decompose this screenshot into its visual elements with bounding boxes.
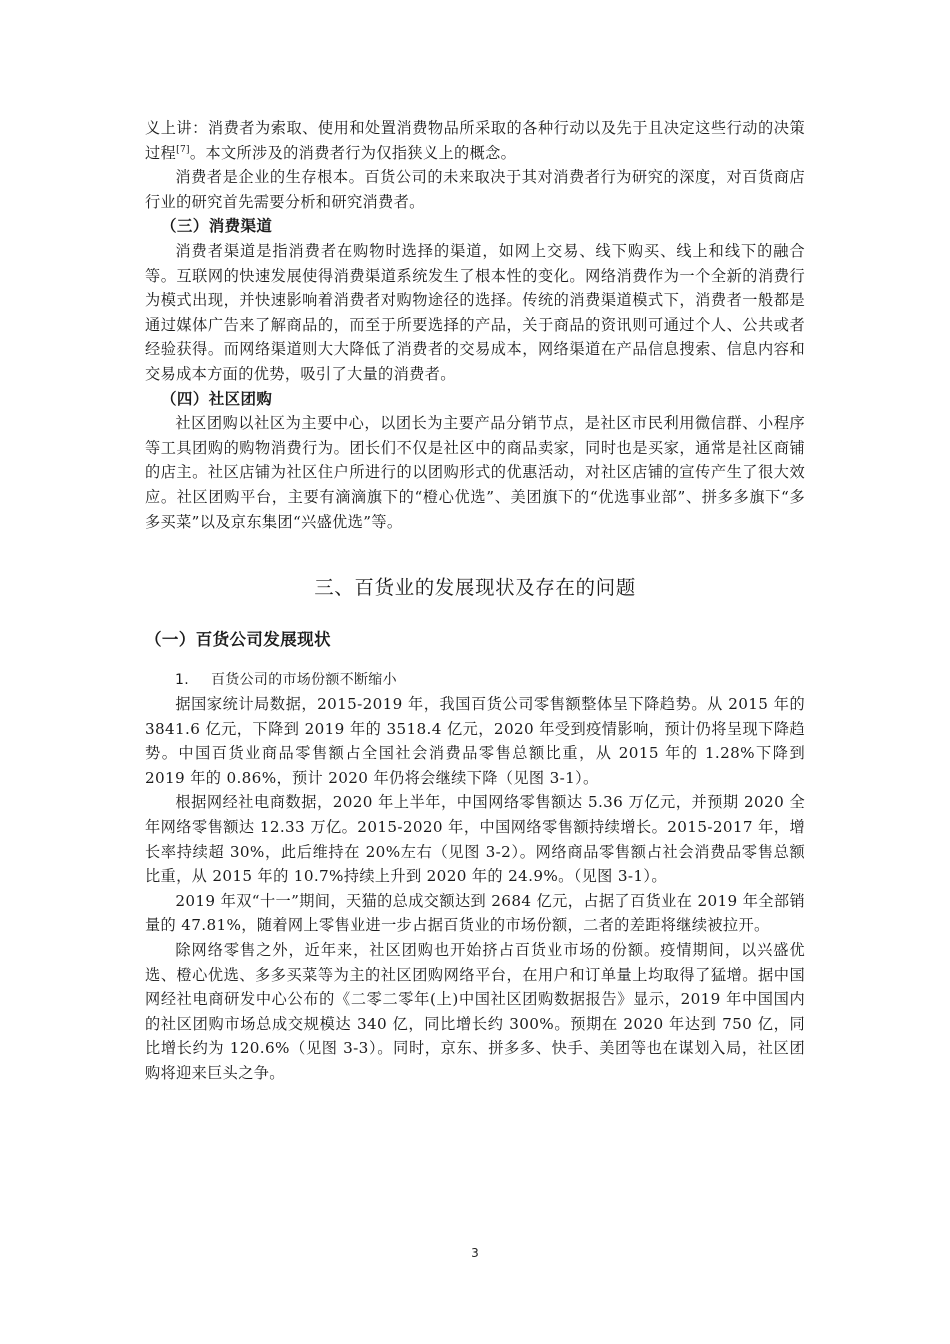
subheading-consumption-channel: （三）消费渠道	[161, 217, 273, 236]
item-title: 百货公司的市场份额不断缩小	[211, 672, 397, 689]
citation-ref[interactable]: [7]	[176, 144, 190, 155]
consumption-channel-paragraph: 消费者渠道是指消费者在购物时选择的渠道，如网上交易、线下购买、线上和线下的融合等。互联网的快速发展使得消费渠道系统发生了根本性的变化。网络消费作为一个全新的消费行为模式出现，并快速影响着消费者对购物途径的选择。传统的消费渠道模式下，消费者一般都是通过媒体广告来了解商品的，而至于所要选择的产品，关于商品的资讯则可通过个人、公共或者经验获得。而网络渠道则大大降低了消费者的交易成本，网络渠道在产品信息搜索、信息内容和交易成本方面的优势，吸引了大量的消费者。	[145, 241, 805, 383]
item-number: 1.	[175, 672, 189, 689]
section-heading-status: （一）百货公司发展现状	[145, 630, 331, 650]
intro-paragraph-2: 消费者是企业的生存根本。百货公司的未来取决于其对消费者行为研究的深度，对百货商店行业的研究首先需要分析和研究消费者。	[145, 168, 805, 211]
document-body	[145, 116, 805, 1086]
status-paragraph-4: 除网络零售之外，近年来，社区团购也开始挤占百货业市场的份额。疫情期间，以兴盛优选、橙心优选、多多买菜等为主的社区团购网络平台，在用户和订单量上均取得了猛增。据中国网经社电商研发中心公布的《二零二零年(上)中国社区团购数据报告》显示，2019 年中国国内的社区团购市场总成交规模达 340 亿，同比增长约 300%。预期在 2020 年达到 750 亿，同比增长约为 120.6%（见图 3-3）。同时，京东、拼多多、快手、美团等也在谋划入局，社区团购将迎来巨头之争。	[145, 941, 805, 1082]
page-number: 3	[471, 1246, 479, 1260]
item-heading-market-share	[145, 668, 805, 692]
status-paragraph-2: 根据网经社电商数据，2020 年上半年，中国网络零售额达 5.36 万亿元，并预期 2020 全年网络零售额达 12.33 万亿。2015-2020 年，中国网络零售额持续增长。2015-2017 年，增长率持续超 30%，此后维持在 20%左右（见图 3-2）。网络商品零售额占社会消费品零售总额比重，从 2015 年的 10.7%持续上升到 2020 年的 24.9%。（见图 3-1）。	[145, 793, 805, 886]
intro-paragraph-1	[145, 116, 805, 165]
chapter-title: 三、百货业的发展现状及存在的问题	[314, 576, 636, 600]
status-paragraph-1: 据国家统计局数据，2015-2019 年，我国百货公司零售额整体呈下降趋势。从 2015 年的 3841.6 亿元，下降到 2019 年的 3518.4 亿元，2020 年受到疫情影响，预计仍将呈现下降趋势。中国百货业商品零售额占全国社会消费品零售总额比重，从 2015 年的 1.28%下降到 2019 年的 0.86%，预计 2020 年仍将会继续下降（见图 3-1）。	[145, 695, 805, 787]
community-group-buying-paragraph: 社区团购以社区为主要中心，以团长为主要产品分销节点，是社区市民利用微信群、小程序等工具团购的购物消费行为。团长们不仅是社区中的商品卖家，同时也是买家，通常是社区商铺的店主。社区店铺为社区住户所进行的以团购形式的优惠活动，对社区店铺的宣传产生了很大效应。社区团购平台，主要有滴滴旗下的“橙心优选”、美团旗下的“优选事业部”、拼多多旗下“多多买菜”以及京东集团“兴盛优选”等。	[145, 414, 805, 531]
intro-p1-text: 义上讲：消费者为索取、使用和处置消费物品所采取的各种行动以及先于且决定这些行动的决策过程	[145, 119, 805, 162]
status-paragraph-3: 2019 年双“十一”期间，天猫的总成交额达到 2684 亿元，占据了百货业在 2019 年全部销量的 47.81%，随着网上零售业进一步占据百货业的市场份额，二者的差距将继续被拉开。	[145, 891, 805, 935]
subheading-community-group-buying: （四）社区团购	[161, 389, 273, 408]
intro-p1-tail: 。本文所涉及的消费者行为仅指狭义上的概念。	[189, 143, 517, 162]
